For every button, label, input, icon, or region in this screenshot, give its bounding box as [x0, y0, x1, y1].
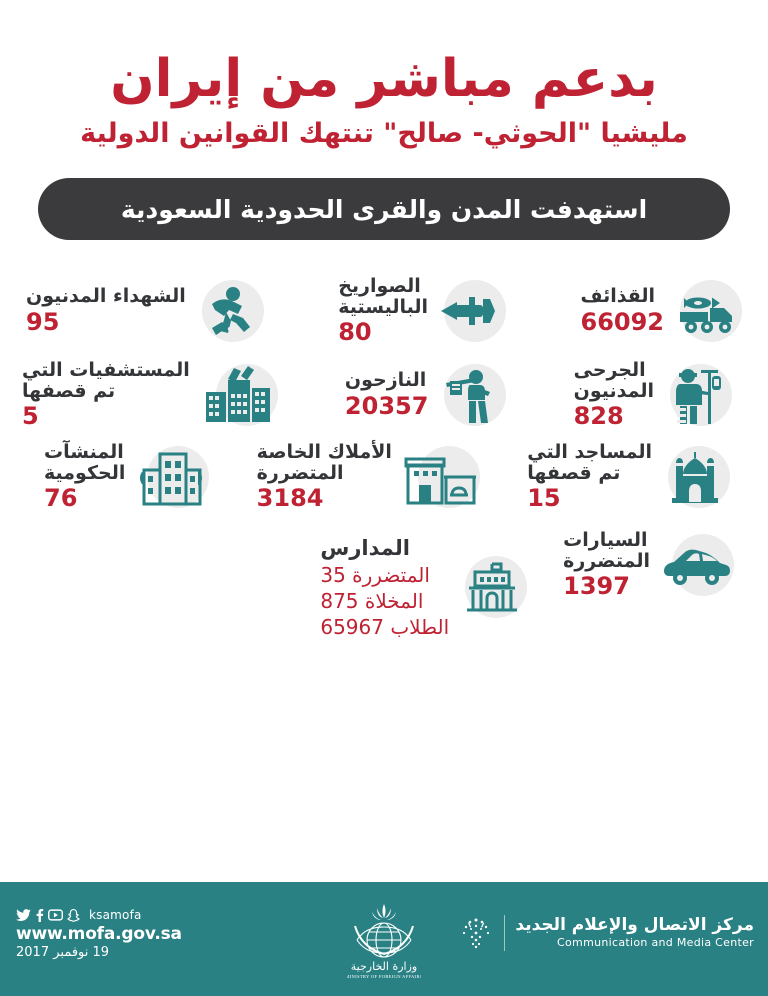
school-icon [455, 550, 529, 624]
stat-ballistic-missiles-value: 80 [338, 318, 372, 347]
missile-icon [434, 274, 508, 348]
stat-bombed-hospitals-text [22, 360, 190, 431]
cmc-block [458, 914, 754, 952]
stat-schools [320, 528, 529, 640]
stat-civilian-wounded-value: 828 [573, 402, 624, 431]
stat-schools-lines [320, 562, 449, 640]
snapchat-icon[interactable] [67, 909, 80, 922]
stat-shells-text [581, 286, 665, 336]
stat-bombed-mosques [527, 440, 732, 514]
stat-private-property-value: 3184 [256, 484, 324, 513]
stats-row-2 [16, 358, 752, 432]
stat-civilian-martyrs-label: الشهداء المدنيون [26, 285, 186, 308]
stat-displaced-text [345, 370, 429, 420]
twitter-icon[interactable] [16, 909, 31, 922]
stat-ballistic-missiles-text [338, 276, 428, 347]
stat-bombed-mosques-label-1: المساجد التي [527, 440, 652, 463]
page-title: بدعم مباشر من إيران [110, 49, 658, 109]
stat-government-facilities-label-1: المنشآت [44, 440, 124, 463]
stat-government-facilities-text [44, 442, 125, 513]
stat-damaged-cars-label-1: السيارات [563, 528, 648, 551]
stat-government-facilities [44, 440, 211, 514]
cmc-name-ar: مركز الاتصال والإعلام الجديد [515, 915, 754, 936]
stat-civilian-martyrs-text [26, 286, 186, 336]
stat-schools-students: الطلاب 65967 [320, 615, 450, 640]
stat-displaced-value: 20357 [344, 391, 429, 420]
stat-damaged-cars-text [563, 530, 650, 601]
stat-bombed-mosques-value: 15 [527, 484, 561, 513]
stat-schools-evacuated: المخلاة 875 [320, 589, 424, 614]
cmc-starburst-logo [458, 914, 494, 952]
stat-private-property-label-1: الأملاك الخاصة [256, 440, 392, 463]
running-person-icon [192, 274, 266, 348]
stat-schools-damaged: المتضررة 35 [320, 563, 430, 588]
youtube-icon[interactable] [48, 909, 63, 921]
stat-bombed-hospitals-label-1: المستشفيات التي [22, 358, 190, 381]
stat-civilian-wounded [574, 358, 734, 432]
stats-row-1 [16, 274, 752, 348]
stats-row-4 [16, 528, 752, 640]
stat-civilian-martyrs-value: 95 [26, 307, 60, 336]
stat-private-property-label-2: المتضررة [256, 461, 344, 484]
car-icon [656, 528, 736, 602]
stat-civilian-wounded-label-2: المدنيون [573, 379, 654, 402]
government-building-icon [131, 440, 211, 514]
social-row [16, 908, 182, 922]
stat-damaged-cars-label-2: المتضررة [563, 549, 650, 572]
website-url[interactable]: www.mofa.gov.sa [16, 924, 182, 944]
stat-shells [581, 274, 745, 348]
mosque-icon [658, 440, 732, 514]
stat-civilian-wounded-text [574, 360, 654, 431]
stat-bombed-hospitals [22, 358, 280, 432]
private-property-icon [398, 440, 482, 514]
stat-displaced-label: النازحون [344, 369, 427, 392]
stat-displaced [345, 358, 509, 432]
stat-government-facilities-label-2: الحكومية [44, 461, 126, 484]
banner-wrapper [0, 178, 768, 240]
footer-contact-block [16, 908, 182, 960]
stat-private-property-text [257, 442, 392, 513]
stat-bombed-mosques-text [527, 442, 652, 513]
injured-patient-icon [660, 358, 734, 432]
stat-schools-text [320, 536, 449, 640]
stat-private-property [257, 440, 482, 514]
displaced-person-icon [434, 358, 508, 432]
stat-ballistic-missiles [338, 274, 508, 348]
missile-truck-icon [670, 274, 744, 348]
social-handle: ksamofa [89, 908, 142, 922]
header [0, 0, 768, 148]
cmc-text [515, 916, 754, 950]
stat-bombed-hospitals-label-2: تم قصفها [22, 379, 116, 402]
stat-schools-label: المدارس [320, 536, 410, 561]
stat-ballistic-missiles-label-2: الباليستية [338, 295, 429, 318]
stat-ballistic-missiles-label-1: الصواريخ [338, 274, 421, 297]
stat-civilian-wounded-label-1: الجرحى [573, 358, 646, 381]
footer [0, 882, 768, 996]
cmc-name-en: Communication and Media Center [557, 935, 754, 949]
stat-civilian-martyrs [26, 274, 266, 348]
stat-government-facilities-value: 76 [44, 484, 78, 513]
stat-shells-value: 66092 [580, 307, 664, 336]
stat-damaged-cars [563, 528, 736, 602]
bombed-hospital-icon [196, 358, 280, 432]
ministry-emblem-ar-text: وزارة الخارجية [350, 960, 418, 973]
stat-shells-label: القذائف [580, 285, 656, 308]
section-banner: استهدفت المدن والقرى الحدودية السعودية [38, 178, 730, 240]
stats-row-3 [16, 440, 752, 514]
facebook-icon[interactable] [35, 909, 44, 922]
stat-bombed-hospitals-value: 5 [22, 402, 39, 431]
footer-divider [504, 915, 505, 951]
page-subtitle: مليشيا "الحوثي- صالح" تنتهك القوانين الدولية [80, 117, 688, 149]
statistics-grid [0, 274, 768, 640]
stat-damaged-cars-value: 1397 [563, 572, 630, 601]
stat-bombed-mosques-label-2: تم قصفها [527, 461, 621, 484]
publish-date: 19 نوفمبر 2017 [16, 945, 110, 960]
ministry-emblem [347, 896, 421, 986]
ministry-emblem-en-text: MINISTRY OF FOREIGN AFFAIRS [347, 974, 421, 979]
